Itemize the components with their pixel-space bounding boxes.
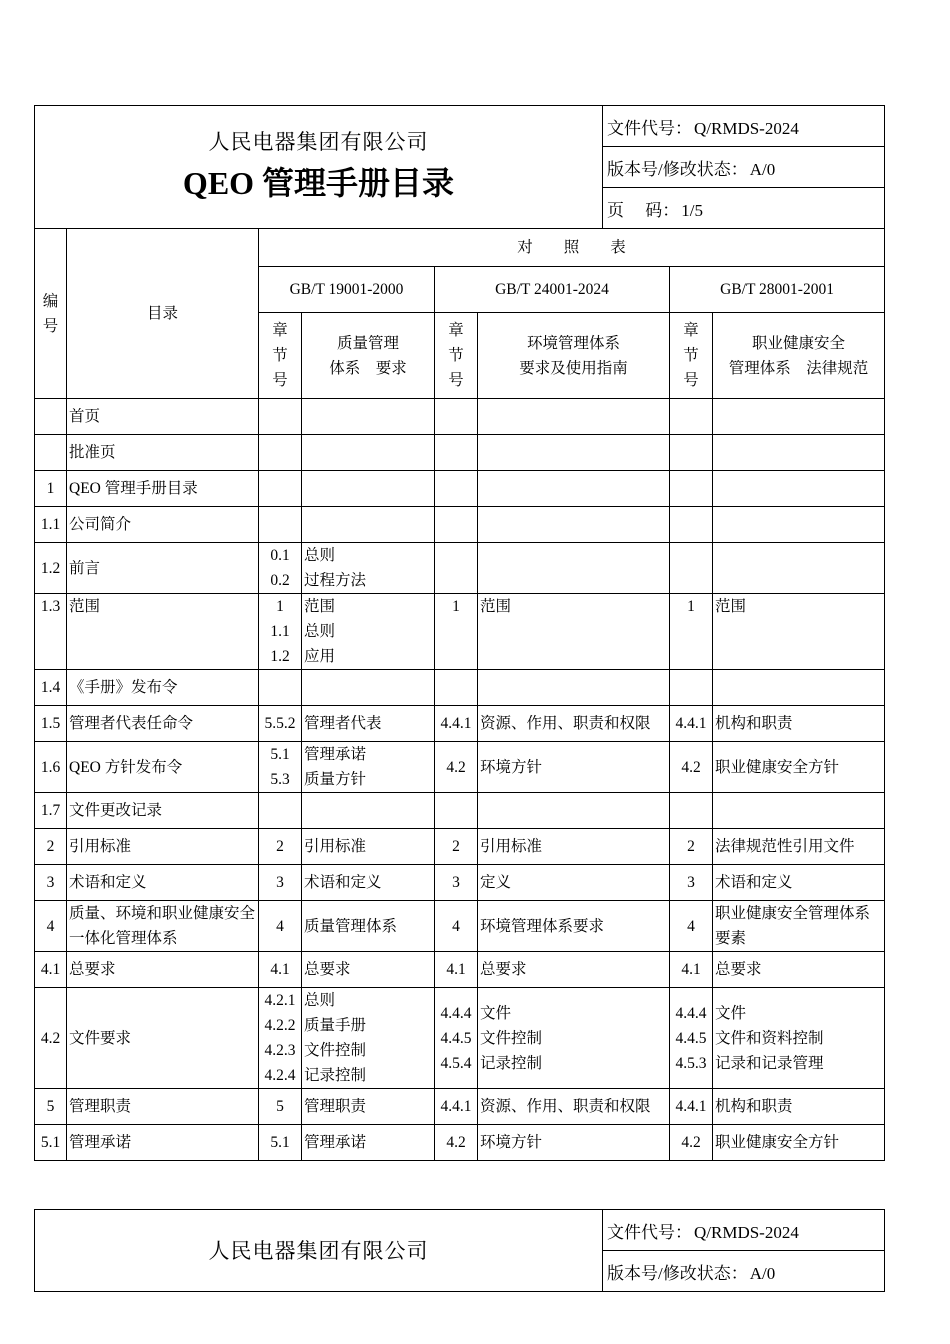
environment-clause-text [478,706,670,742]
ohs-clause-text [713,471,885,507]
row-title: QEO 管理手册目录 [67,471,259,507]
row-number: 1.2 [35,543,67,594]
ohs-clause-text [713,543,885,594]
header-char: 号 [272,372,288,389]
clause-no: 4.2 [681,758,701,776]
table-row [35,471,885,507]
ohs-clause-text [713,829,885,865]
quality-clause-text [302,1125,435,1161]
environment-clause-no [435,507,478,543]
row-title: 范围 [67,594,259,670]
clause-text: 术语和定义 [715,874,793,891]
quality-clause-no [259,471,302,507]
row-title: QEO 方针发布令 [67,742,259,793]
environment-clause-no [435,1089,478,1125]
row-number: 1.1 [35,507,67,543]
header-char: 章 [448,322,464,339]
clause-text: 职业健康安全方针 [715,758,840,776]
header-char: 章 [683,322,699,339]
row-title: 文件更改记录 [67,793,259,829]
quality-clause-text [302,594,435,670]
doc-code-cell [603,106,885,147]
clause-text: 记录控制 [304,1067,367,1084]
quality-clause-no [259,594,302,670]
row-number: 4 [35,901,67,952]
quality-clause-no [259,952,302,988]
table-row [35,543,885,594]
next-doc-code-value: Q/RMDS-2024 [694,1222,799,1242]
clause-text: 文件和资料控制 [715,1029,824,1047]
ohs-clause-no [670,1125,713,1161]
quality-clause-no [259,865,302,901]
quality-clause-text [302,435,435,471]
table-row [35,901,885,952]
quality-standard-desc [302,313,435,399]
quality-clause-text [302,1089,435,1125]
clause-text: 记录和记录管理 [715,1054,824,1072]
header-char: 编 [42,292,59,310]
environment-clause-text [478,793,670,829]
clause-no: 1 [452,598,460,615]
clause-text: 管理者代表 [304,715,382,732]
standard-desc-line: 体系 要求 [329,359,407,377]
quality-clause-no [259,793,302,829]
clause-no: 2 [276,838,284,855]
clause-no: 5 [276,1098,284,1115]
toc-rows [35,399,885,1161]
ohs-clause-no [670,706,713,742]
clause-header-ohs [670,313,713,399]
ohs-clause-no [670,507,713,543]
row-title: 质量、环境和职业健康安全一体化管理体系 [67,901,259,952]
quality-clause-text [302,670,435,706]
next-header-title-cell [35,1210,603,1292]
quality-clause-text [302,706,435,742]
standard-gbt24001: GB/T 24001-2024 [435,267,670,313]
row-title: 管理承诺 [67,1125,259,1161]
header-title-cell [35,106,603,229]
ohs-clause-no [670,901,713,952]
clause-no: 4 [452,917,460,935]
row-title: 首页 [67,399,259,435]
header-char: 号 [683,372,699,389]
ohs-clause-text [713,901,885,952]
clause-no: 4.4.1 [440,715,472,732]
clause-no: 4.2.4 [264,1067,296,1084]
environment-clause-no [435,952,478,988]
clause-no: 4.2.1 [264,992,296,1009]
version-label: 版本号/修改状态： [607,159,748,179]
environment-clause-no [435,829,478,865]
ohs-clause-text [713,793,885,829]
environment-clause-no [435,471,478,507]
clause-no: 4.4.1 [675,1098,707,1115]
environment-clause-text [478,1089,670,1125]
header-char: 号 [42,317,59,335]
table-row [35,670,885,706]
ohs-clause-text [713,706,885,742]
table-row [35,399,885,435]
table-row [35,1089,885,1125]
environment-clause-text [478,471,670,507]
environment-clause-text [478,901,670,952]
environment-clause-text [478,399,670,435]
clause-text: 文件 [715,1004,747,1022]
next-doc-code-cell [603,1210,885,1251]
environment-clause-text [478,507,670,543]
row-number: 1.5 [35,706,67,742]
ohs-clause-text [713,988,885,1089]
quality-clause-text [302,829,435,865]
row-title: 《手册》发布令 [67,670,259,706]
table-row [35,988,885,1089]
next-version-cell [603,1251,885,1292]
table-row [35,952,885,988]
quality-clause-no [259,1125,302,1161]
environment-clause-text [478,952,670,988]
ohs-clause-no [670,594,713,670]
clause-text: 质量方针 [304,771,367,788]
clause-no: 4.1 [681,961,701,978]
header-char: 节 [448,347,464,364]
row-number: 5.1 [35,1125,67,1161]
compare-table-header: 对 照 表 [259,229,885,267]
page-value: 1/5 [681,200,703,220]
clause-text: 范围 [480,598,512,615]
clause-no: 2 [452,838,460,855]
column-header-toc: 目录 [67,229,259,399]
standard-desc-line: 职业健康安全 [752,334,846,352]
clause-no: 5.1 [270,1134,290,1151]
version-value: A/0 [749,159,776,179]
ohs-clause-no [670,742,713,793]
clause-no: 1.1 [270,623,290,640]
environment-standard-desc [478,313,670,399]
environment-clause-no [435,706,478,742]
row-title: 引用标准 [67,829,259,865]
table-row [35,865,885,901]
page-label: 页 码： [607,200,680,220]
table-row [35,829,885,865]
environment-clause-no [435,901,478,952]
row-title: 批准页 [67,435,259,471]
header-char: 号 [448,372,464,389]
clause-no: 1.2 [270,648,290,665]
row-number: 2 [35,829,67,865]
ohs-clause-text [713,594,885,670]
clause-text: 应用 [304,648,336,665]
environment-clause-text [478,594,670,670]
ohs-clause-no [670,670,713,706]
clause-no: 5.1 [270,746,290,763]
quality-clause-text [302,793,435,829]
environment-clause-text [478,435,670,471]
ohs-clause-no [670,399,713,435]
quality-clause-text [302,952,435,988]
standard-gbt19001: GB/T 19001-2000 [259,267,435,313]
quality-clause-no [259,399,302,435]
clause-no: 4.4.5 [440,1029,472,1047]
header-char: 节 [683,347,699,364]
row-number: 1 [35,471,67,507]
clause-text: 范围 [715,598,747,615]
next-version-label: 版本号/修改状态： [607,1263,748,1283]
clause-no: 5.3 [270,771,290,788]
row-title: 前言 [67,543,259,594]
clause-text: 管理职责 [304,1098,367,1115]
ohs-clause-text [713,399,885,435]
ohs-clause-no [670,793,713,829]
ohs-clause-no [670,952,713,988]
ohs-clause-no [670,1089,713,1125]
row-number: 1.7 [35,793,67,829]
ohs-clause-no [670,435,713,471]
next-version-value: A/0 [749,1263,776,1283]
row-number [35,435,67,471]
clause-no: 3 [276,874,284,891]
clause-text: 文件控制 [480,1029,543,1047]
clause-text: 总要求 [480,961,527,978]
clause-text: 总则 [304,547,336,564]
toc-table [34,228,885,1161]
environment-clause-text [478,670,670,706]
ohs-clause-text [713,1089,885,1125]
next-page-header [34,1209,885,1292]
quality-clause-text [302,742,435,793]
clause-no: 5.5.2 [264,715,296,732]
ohs-clause-text [713,952,885,988]
clause-text: 管理承诺 [304,746,367,763]
document-header [34,105,885,229]
clause-header-environment [435,313,478,399]
quality-clause-no [259,1089,302,1125]
page-number-cell [603,188,885,229]
quality-clause-text [302,471,435,507]
clause-text: 过程方法 [304,572,367,589]
clause-no: 4.2 [446,1134,466,1151]
ohs-clause-text [713,1125,885,1161]
table-row [35,435,885,471]
clause-no: 4.1 [446,961,466,978]
clause-no: 4.5.3 [675,1054,707,1072]
row-number: 1.4 [35,670,67,706]
standard-desc-line: 环境管理体系 [526,334,620,352]
ohs-clause-text [713,742,885,793]
clause-text: 职业健康安全管理体系要素 [715,905,871,947]
clause-no: 4.2 [446,758,466,776]
quality-clause-text [302,543,435,594]
clause-text: 机构和职责 [715,715,793,732]
quality-clause-no [259,435,302,471]
environment-clause-no [435,670,478,706]
quality-clause-no [259,901,302,952]
row-number: 5 [35,1089,67,1125]
table-row [35,742,885,793]
environment-clause-text [478,988,670,1089]
row-title: 管理职责 [67,1089,259,1125]
header-char: 节 [272,347,288,364]
clause-text: 文件 [480,1004,512,1022]
environment-clause-text [478,1125,670,1161]
clause-no: 3 [452,874,460,891]
header-char: 章 [272,322,288,339]
table-row [35,793,885,829]
company-name: 人民电器集团有限公司 [208,130,429,154]
clause-no: 0.1 [270,547,290,564]
clause-text: 机构和职责 [715,1098,793,1115]
environment-clause-no [435,543,478,594]
clause-text: 质量手册 [304,1017,367,1034]
row-number: 4.1 [35,952,67,988]
doc-code-value: Q/RMDS-2024 [694,118,799,138]
ohs-clause-no [670,988,713,1089]
quality-clause-no [259,543,302,594]
environment-clause-text [478,829,670,865]
quality-clause-no [259,706,302,742]
clause-no: 1 [687,598,695,615]
page-title: QEO 管理手册目录 [182,165,455,201]
clause-text: 引用标准 [480,838,543,855]
clause-text: 总则 [304,992,336,1009]
quality-clause-text [302,507,435,543]
clause-text: 环境方针 [480,758,543,776]
clause-text: 管理承诺 [304,1134,367,1151]
quality-clause-text [302,865,435,901]
clause-text: 总要求 [304,961,351,978]
environment-clause-no [435,988,478,1089]
clause-no: 4.1 [270,961,290,978]
clause-text: 环境管理体系要求 [480,917,605,935]
clause-no: 4.2.3 [264,1042,296,1059]
environment-clause-no [435,594,478,670]
row-title: 公司简介 [67,507,259,543]
row-title: 管理者代表任命令 [67,706,259,742]
row-number: 3 [35,865,67,901]
clause-no: 0.2 [270,572,290,589]
quality-clause-no [259,670,302,706]
clause-no: 1 [276,598,284,615]
table-row [35,507,885,543]
ohs-clause-no [670,865,713,901]
standard-desc-line: 管理体系 法律规范 [728,359,869,377]
environment-clause-no [435,793,478,829]
next-company-name: 人民电器集团有限公司 [208,1238,429,1263]
clause-no: 4 [687,917,695,935]
clause-no: 4.4.5 [675,1029,707,1047]
ohs-clause-no [670,829,713,865]
table-row [35,594,885,670]
row-title: 术语和定义 [67,865,259,901]
ohs-clause-no [670,543,713,594]
clause-no: 4.5.4 [440,1054,472,1072]
clause-text: 职业健康安全方针 [715,1134,840,1151]
ohs-clause-text [713,865,885,901]
clause-text: 文件控制 [304,1042,367,1059]
clause-no: 4.4.4 [440,1004,472,1022]
clause-no: 3 [687,874,695,891]
clause-no: 4.2 [681,1134,701,1151]
environment-clause-no [435,399,478,435]
clause-text: 法律规范性引用文件 [715,838,855,855]
clause-no: 4.2.2 [264,1017,296,1034]
quality-clause-no [259,507,302,543]
ohs-clause-text [713,435,885,471]
quality-clause-text [302,901,435,952]
ohs-clause-no [670,471,713,507]
standard-desc-line: 质量管理 [336,334,399,352]
environment-clause-text [478,742,670,793]
quality-clause-text [302,399,435,435]
clause-text: 环境方针 [480,1134,543,1151]
table-row [35,1125,885,1161]
environment-clause-no [435,1125,478,1161]
clause-text: 资源、作用、职责和权限 [480,715,651,732]
standard-desc-line: 要求及使用指南 [519,359,628,377]
environment-clause-no [435,865,478,901]
next-doc-code-label: 文件代号： [607,1222,692,1242]
row-title: 总要求 [67,952,259,988]
doc-code-label: 文件代号： [607,118,692,138]
environment-clause-no [435,742,478,793]
environment-clause-text [478,865,670,901]
row-number [35,399,67,435]
quality-clause-text [302,988,435,1089]
clause-text: 定义 [480,874,512,891]
standard-gbt28001: GB/T 28001-2001 [670,267,885,313]
column-header-number [35,229,67,399]
ohs-clause-text [713,507,885,543]
row-number: 1.3 [35,594,67,670]
column-header-number-chars [37,289,64,339]
row-number: 1.6 [35,742,67,793]
clause-no: 4 [276,917,284,935]
quality-clause-no [259,988,302,1089]
row-title: 文件要求 [67,988,259,1089]
clause-text: 总则 [304,623,336,640]
ohs-standard-desc [713,313,885,399]
environment-clause-text [478,543,670,594]
clause-no: 4.4.1 [675,715,707,732]
clause-text: 范围 [304,598,336,615]
clause-text: 质量管理体系 [304,917,398,935]
clause-no: 4.4.1 [440,1098,472,1115]
table-row [35,706,885,742]
environment-clause-no [435,435,478,471]
clause-no: 2 [687,838,695,855]
clause-text: 总要求 [715,961,762,978]
clause-text: 记录控制 [480,1054,543,1072]
quality-clause-no [259,742,302,793]
version-cell [603,147,885,188]
clause-text: 资源、作用、职责和权限 [480,1098,651,1115]
ohs-clause-text [713,670,885,706]
clause-no: 4.4.4 [675,1004,707,1022]
row-number: 4.2 [35,988,67,1089]
quality-clause-no [259,829,302,865]
clause-header-quality [259,313,302,399]
clause-text: 术语和定义 [304,874,382,891]
clause-text: 引用标准 [304,838,367,855]
